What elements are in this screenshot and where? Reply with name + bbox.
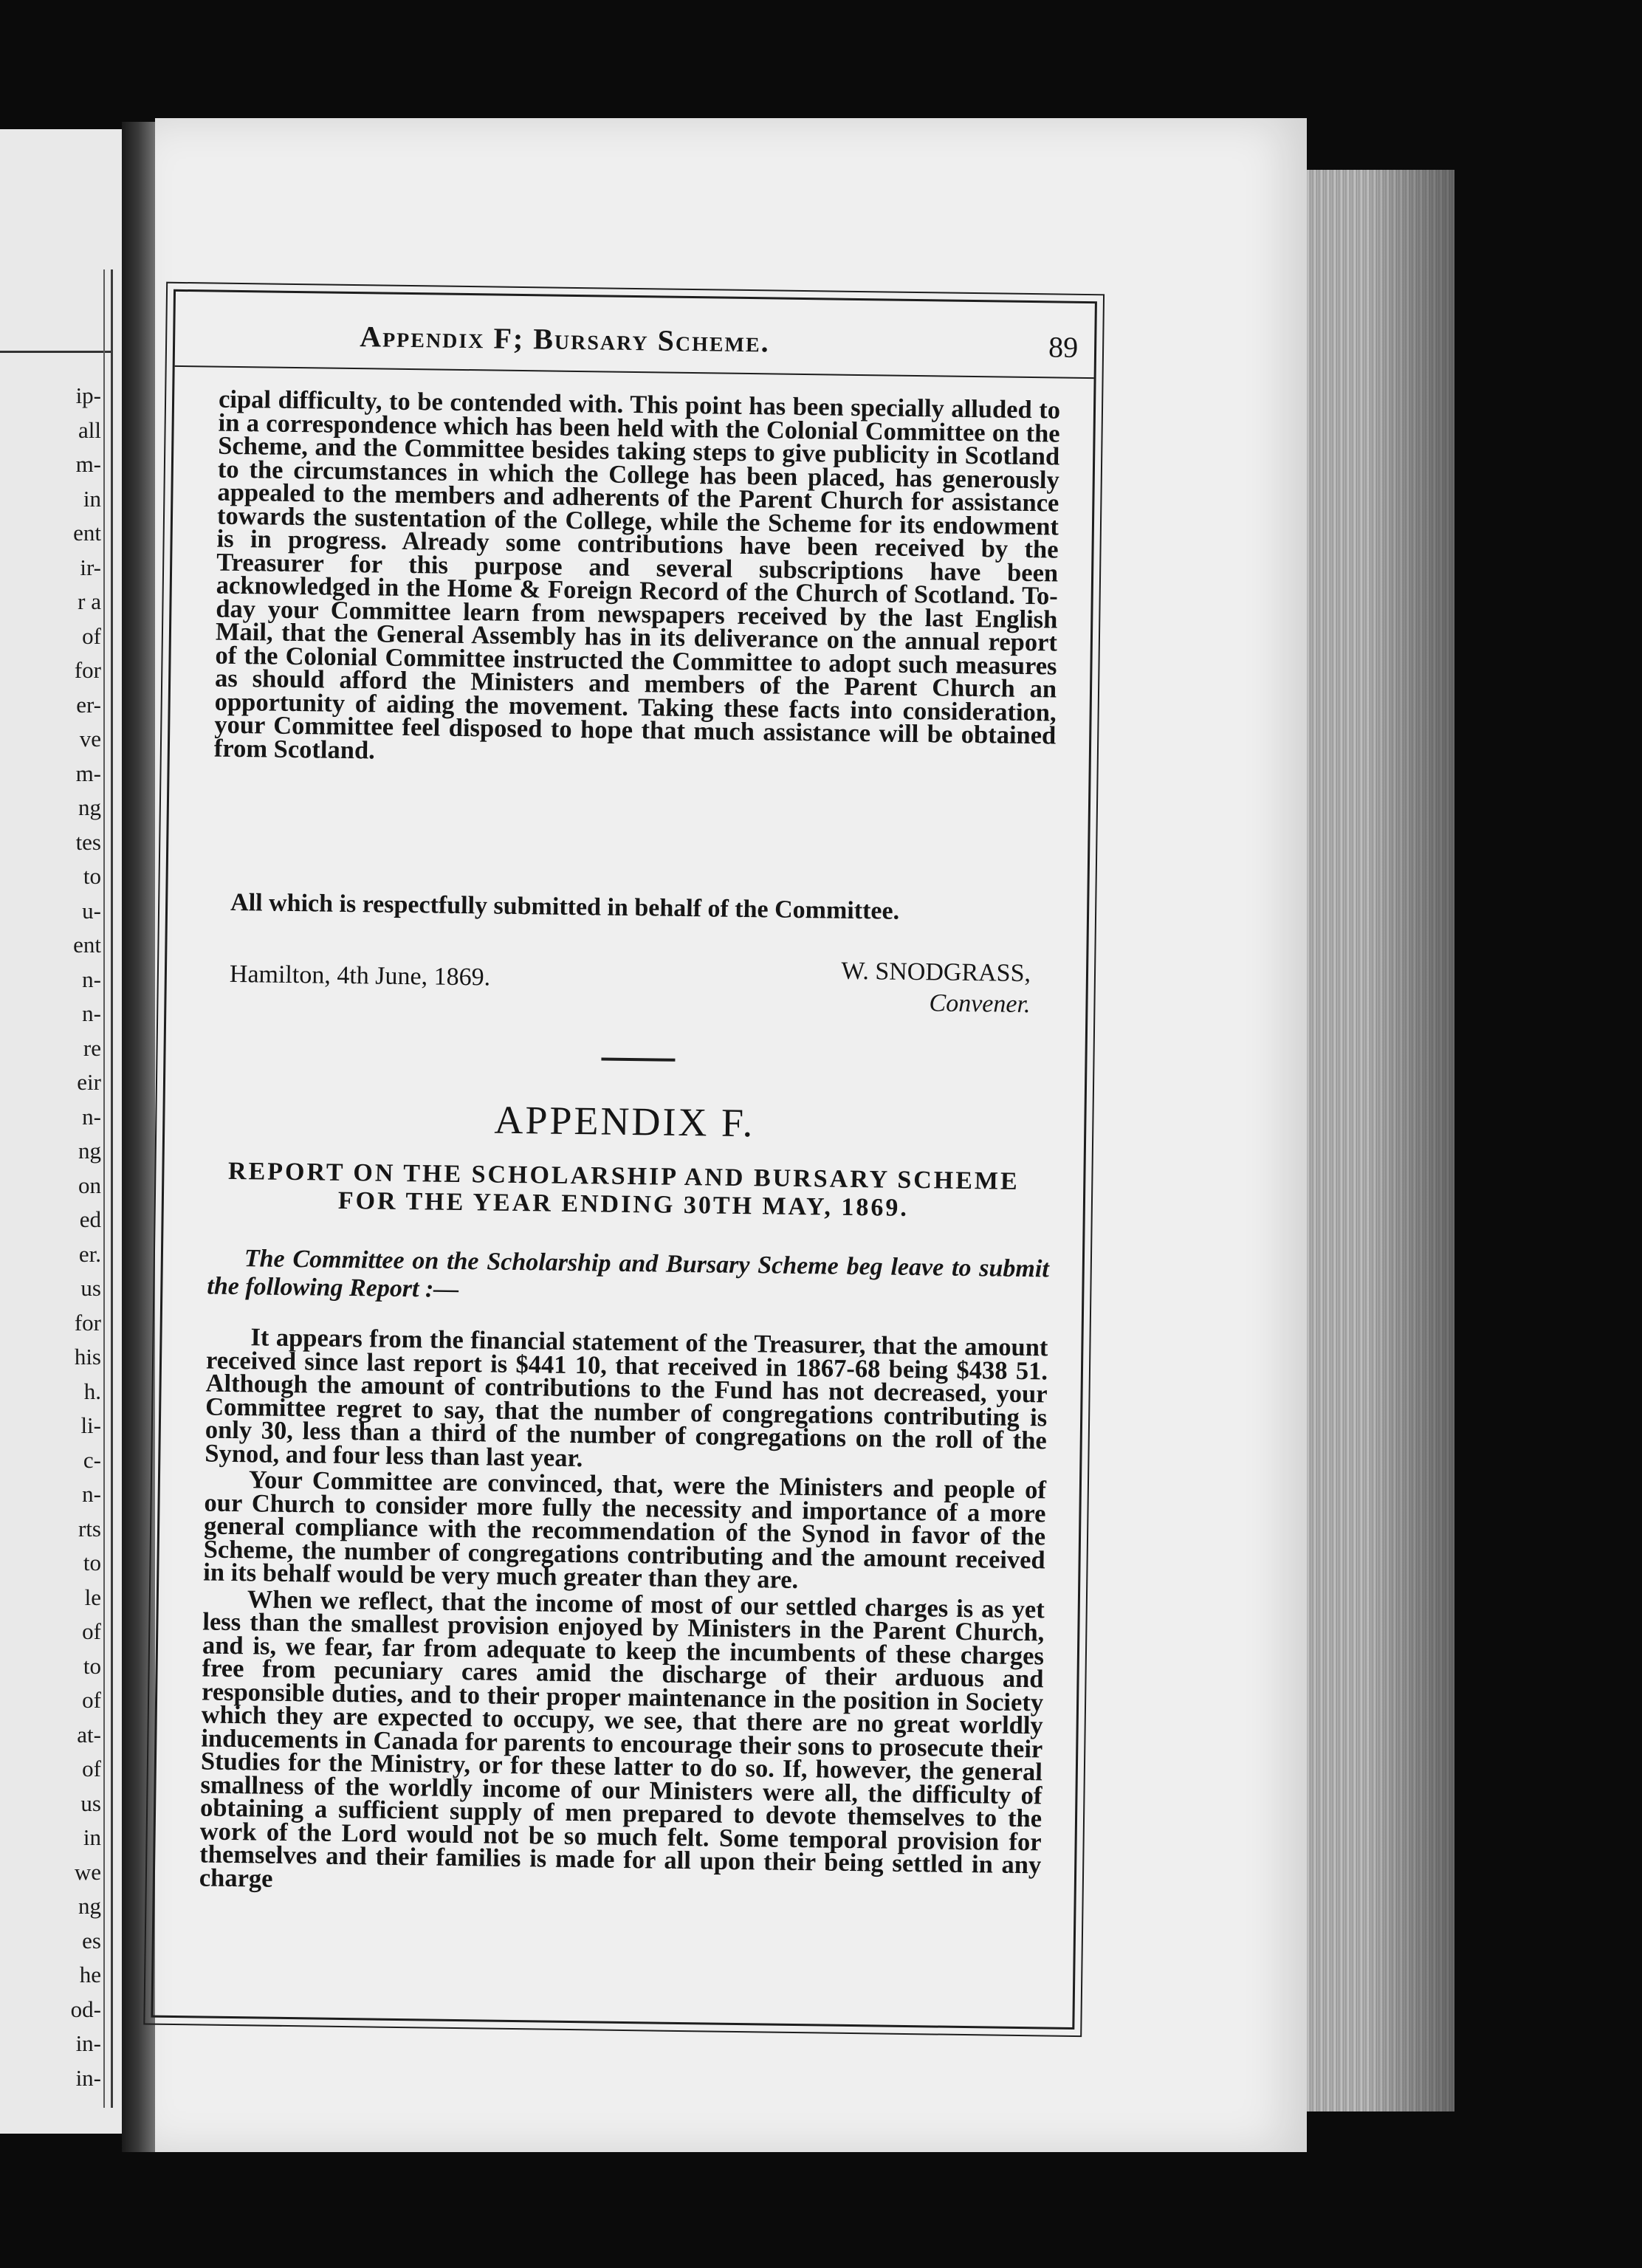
appendix-title: APPENDIX F. <box>494 1097 755 1146</box>
previous-page-fragment: c- <box>83 1446 101 1473</box>
previous-page-fragment: us <box>80 1790 101 1816</box>
previous-page-fragment: ng <box>78 794 101 820</box>
previous-page-fragment: ve <box>79 726 101 752</box>
running-head: Appendix F; Bursary Scheme. <box>359 320 770 359</box>
previous-page-fragment: m- <box>75 760 101 786</box>
report-title <box>193 1157 1054 1224</box>
previous-page-fragment: at- <box>77 1721 101 1748</box>
previous-page-fragment: er. <box>78 1240 101 1267</box>
previous-page-header-rule <box>0 351 111 353</box>
previous-page-fragment: n- <box>82 966 101 992</box>
report-title-line-2: FOR THE YEAR ENDING 30TH MAY, 1869. <box>337 1186 910 1222</box>
place-date: Hamilton, 4th June, 1869. <box>229 960 491 992</box>
previous-page-fragment: ent <box>73 520 101 546</box>
previous-page-fragment: ir- <box>80 554 101 580</box>
previous-page-fragment: to <box>83 863 101 889</box>
previous-page-fragment: of <box>82 1618 101 1644</box>
previous-page-fragment: tes <box>75 828 101 855</box>
previous-page-fragment: n- <box>82 1481 101 1507</box>
previous-page-fragment: ng <box>78 1893 101 1919</box>
previous-page-fragment: ent <box>73 932 101 958</box>
previous-page-fragment: for <box>74 1309 101 1336</box>
previous-page <box>0 129 122 2134</box>
previous-page-fragment: on <box>78 1172 101 1198</box>
previous-page-fragment: we <box>74 1858 101 1885</box>
paragraph: Your Committee are convinced, that, were the Ministers and people of our Church to consider more fully the necessity and importance of a more general compliance with the recommendation of the Synod in favor of the Scheme, the number of congregations contributing and the amount received in its behalf would be very much greater than they are. <box>203 1465 1047 1595</box>
paragraph: It appears from the financial statement of the Treasurer, that the amount received since last report is $441 10, that received in 1867-68 being $438 51. Although the amount of contributions to the Fund has not decreased, your Committee regret to say, that the number of congregations contributing is only 30, less than a third of the number of congregations on the roll of the Synod, and four less than last year. <box>205 1323 1048 1472</box>
page-number: 89 <box>1048 330 1079 364</box>
previous-page-fragment: his <box>74 1344 101 1370</box>
text-frame <box>151 289 1097 2030</box>
signature-role: Convener. <box>929 989 1031 1019</box>
report-body <box>199 1323 1048 1901</box>
previous-page-fragment: in <box>83 485 101 512</box>
previous-page-fragment: to <box>83 1652 101 1679</box>
continued-section <box>213 385 1061 772</box>
previous-page-fragment: er- <box>76 691 101 718</box>
previous-page-fragment: od- <box>70 1996 101 2022</box>
signature-name: W. SNODGRASS, <box>841 957 1031 988</box>
previous-page-fragment: ed <box>79 1206 101 1232</box>
previous-page-fragment: le <box>84 1584 101 1610</box>
previous-page-fragment: he <box>79 1962 101 1987</box>
previous-page-fragment: of <box>82 1756 101 1781</box>
previous-page-fragment: h. <box>83 1378 101 1404</box>
previous-page-fragment: of <box>82 1687 101 1713</box>
paragraph: When we reflect, that the income of most of our settled charges is as yet less than the smallest provision enjoyed by Ministers in the Parent Church, and is, we fear, far from adequate to keep the incumbents of these charges free from pecuniary cares amid the discharge of their arduous and responsible duties, and to their proper maintenance in the position in Society which they are expected to occupy, we see, that there are no great worldly inducements in Canada for parents to encourage their sons to prosecute their Studies for the Ministry, or for these latter to do so. If, however, the general smallness of the worldly income of our Ministers were all, the difficulty of obtaining a sufficient supply of men prepared to devote themselves to the work of the Lord would not be so much felt. Some temporal provision for themselves and their families is made for all upon their being settled in any charge <box>199 1584 1045 1893</box>
previous-page-frame-inner <box>103 269 105 2108</box>
previous-page-fragment: us <box>80 1275 101 1301</box>
previous-page-fragment: in <box>83 1824 101 1850</box>
previous-page-fragment: in- <box>75 2030 101 2056</box>
page-header <box>175 292 1095 379</box>
previous-page-fragment: eir <box>77 1069 101 1095</box>
continued-paragraph: cipal difficulty, to be contended with. This point has been specially alluded to in a correspondence which has been held with the Colonial Committee on the Scheme, and the Committee besides taking steps to give publicity in Scotland to the circumstances in which the College has been placed, has generously appealed to the members and adherents of the Parent Church for assistance towards the sustentation of the College, while the Scheme for its endowment is in progress. Already some contributions have been received by the Treasurer for this purpose and several subscriptions have been acknowledged in the Home & Foreign Record of the Church of Scotland. To-day your Committee learn from newspapers received by the last English Mail, that the General Assembly has in its deliverance on the annual report of the Colonial Committee instructed the Committee to adopt such measures as should afford the Ministers and members of the Parent Church an opportunity of aiding the movement. Taking these facts into consideration, your Committee feel disposed to hope that much assistance will be obtained from Scotland. <box>213 385 1061 764</box>
previous-page-fragment: ip- <box>75 382 101 408</box>
previous-page-frame-outer <box>111 269 113 2108</box>
previous-page-fragment: es <box>82 1927 101 1953</box>
section-divider <box>601 1057 675 1061</box>
previous-page-fragment: r a <box>78 588 101 614</box>
previous-page-fragment: n- <box>82 1000 101 1026</box>
previous-page-fragment: rts <box>78 1515 101 1542</box>
previous-page-fragment: to <box>83 1550 101 1575</box>
previous-page-fragment: ng <box>78 1138 101 1164</box>
previous-page-fragment: for <box>74 657 101 683</box>
previous-page-fragment: in- <box>75 2064 101 2091</box>
previous-page-fragment: u- <box>82 897 101 924</box>
previous-page-fragment: all <box>78 416 101 443</box>
signature <box>841 956 1031 1020</box>
previous-page-fragment: li- <box>80 1412 101 1438</box>
previous-page-fragment: m- <box>75 451 101 477</box>
previous-page-fragment: n- <box>82 1103 101 1130</box>
previous-page-fragment: of <box>82 622 101 649</box>
report-intro: The Committee on the Scholarship and Bursary Scheme beg leave to submit the following Report :— <box>207 1245 1050 1303</box>
closing-line: All which is respectfully submitted in behalf of the Committee. <box>230 888 900 925</box>
report-title-line-1: REPORT ON THE SCHOLARSHIP AND BURSARY SCHEME <box>227 1157 1020 1195</box>
previous-page-fragment: re <box>83 1034 101 1061</box>
